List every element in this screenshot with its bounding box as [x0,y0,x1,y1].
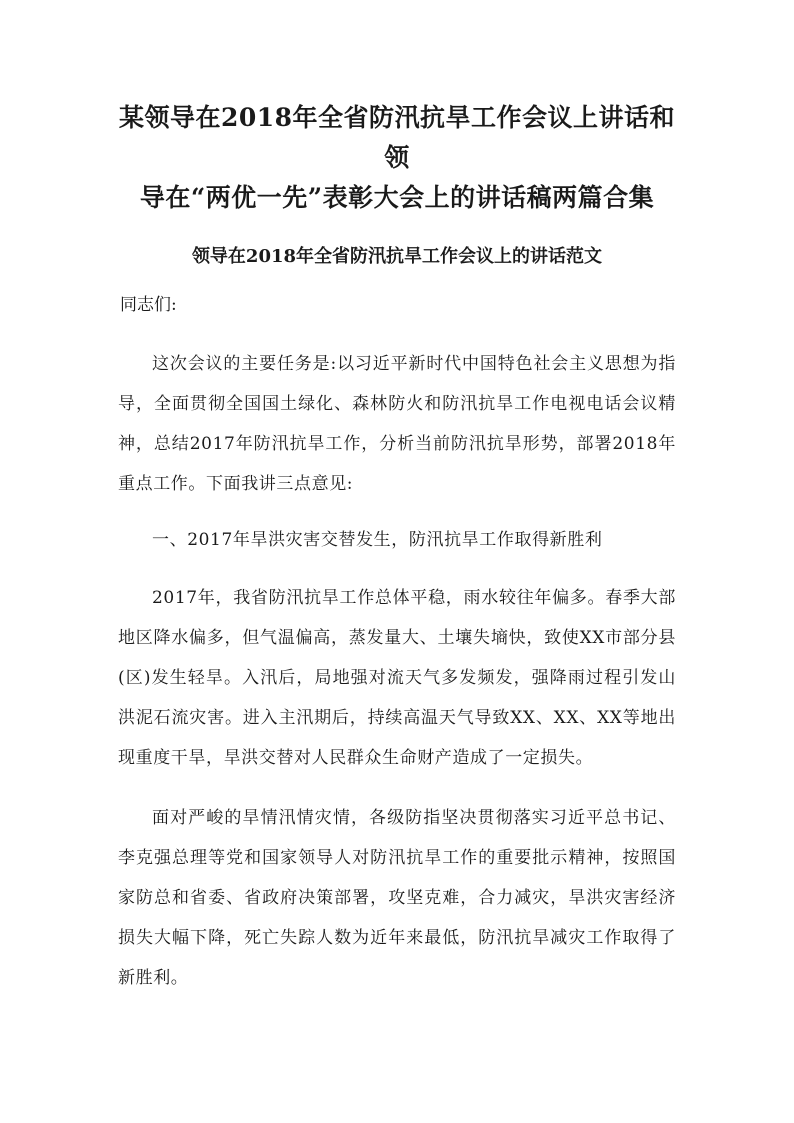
speech-subtitle: 领导在2018年全省防汛抗旱工作会议上的讲话范文 [191,246,603,267]
document-title-line-1: 某领导在2018年全省防汛抗旱工作会议上讲话和领 [118,103,676,172]
paragraph-response: 面对严峻的旱情汛情灾情，各级防指坚决贯彻落实习近平总书记、李克强总理等党和国家领导人对防汛抗旱工作的重要批示精神，按照国家防总和省委、省政府决策部署，攻坚克难，合力减灾，旱洪灾害经济损失大幅下降，死亡失踪人数为近年来最低，防汛抗旱减灾工作取得了新胜利。 [118,808,676,988]
paragraph-intro: 这次会议的主要任务是:以习近平新时代中国特色社会主义思想为指导，全面贯彻全国国土绿化、森林防火和防汛抗旱工作电视电话会议精神，总结2017年防汛抗旱工作，分析当前防汛抗旱形势，部署2018年重点工作。下面我讲三点意见: [118,354,676,494]
document-title-line-2: 导在“两优一先”表彰大会上的讲话稿两篇合集 [139,183,655,212]
salutation: 同志们: [120,295,177,315]
paragraph-situation: 2017年，我省防汛抗旱工作总体平稳，雨水较往年偏多。春季大部地区降水偏多，但气温偏高，蒸发量大、土壤失墒快，致使XX市部分县(区)发生轻旱。入汛后，局地强对流天气多发频发，强降雨过程引发山洪泥石流灾害。进入主汛期后，持续高温天气导致XX、XX、XX等地出现重度干旱，旱洪交替对人民群众生命财产造成了一定损失。 [118,588,676,768]
document-title [118,98,676,218]
section-heading-1: 一、2017年旱洪灾害交替发生，防汛抗旱工作取得新胜利 [152,530,603,550]
